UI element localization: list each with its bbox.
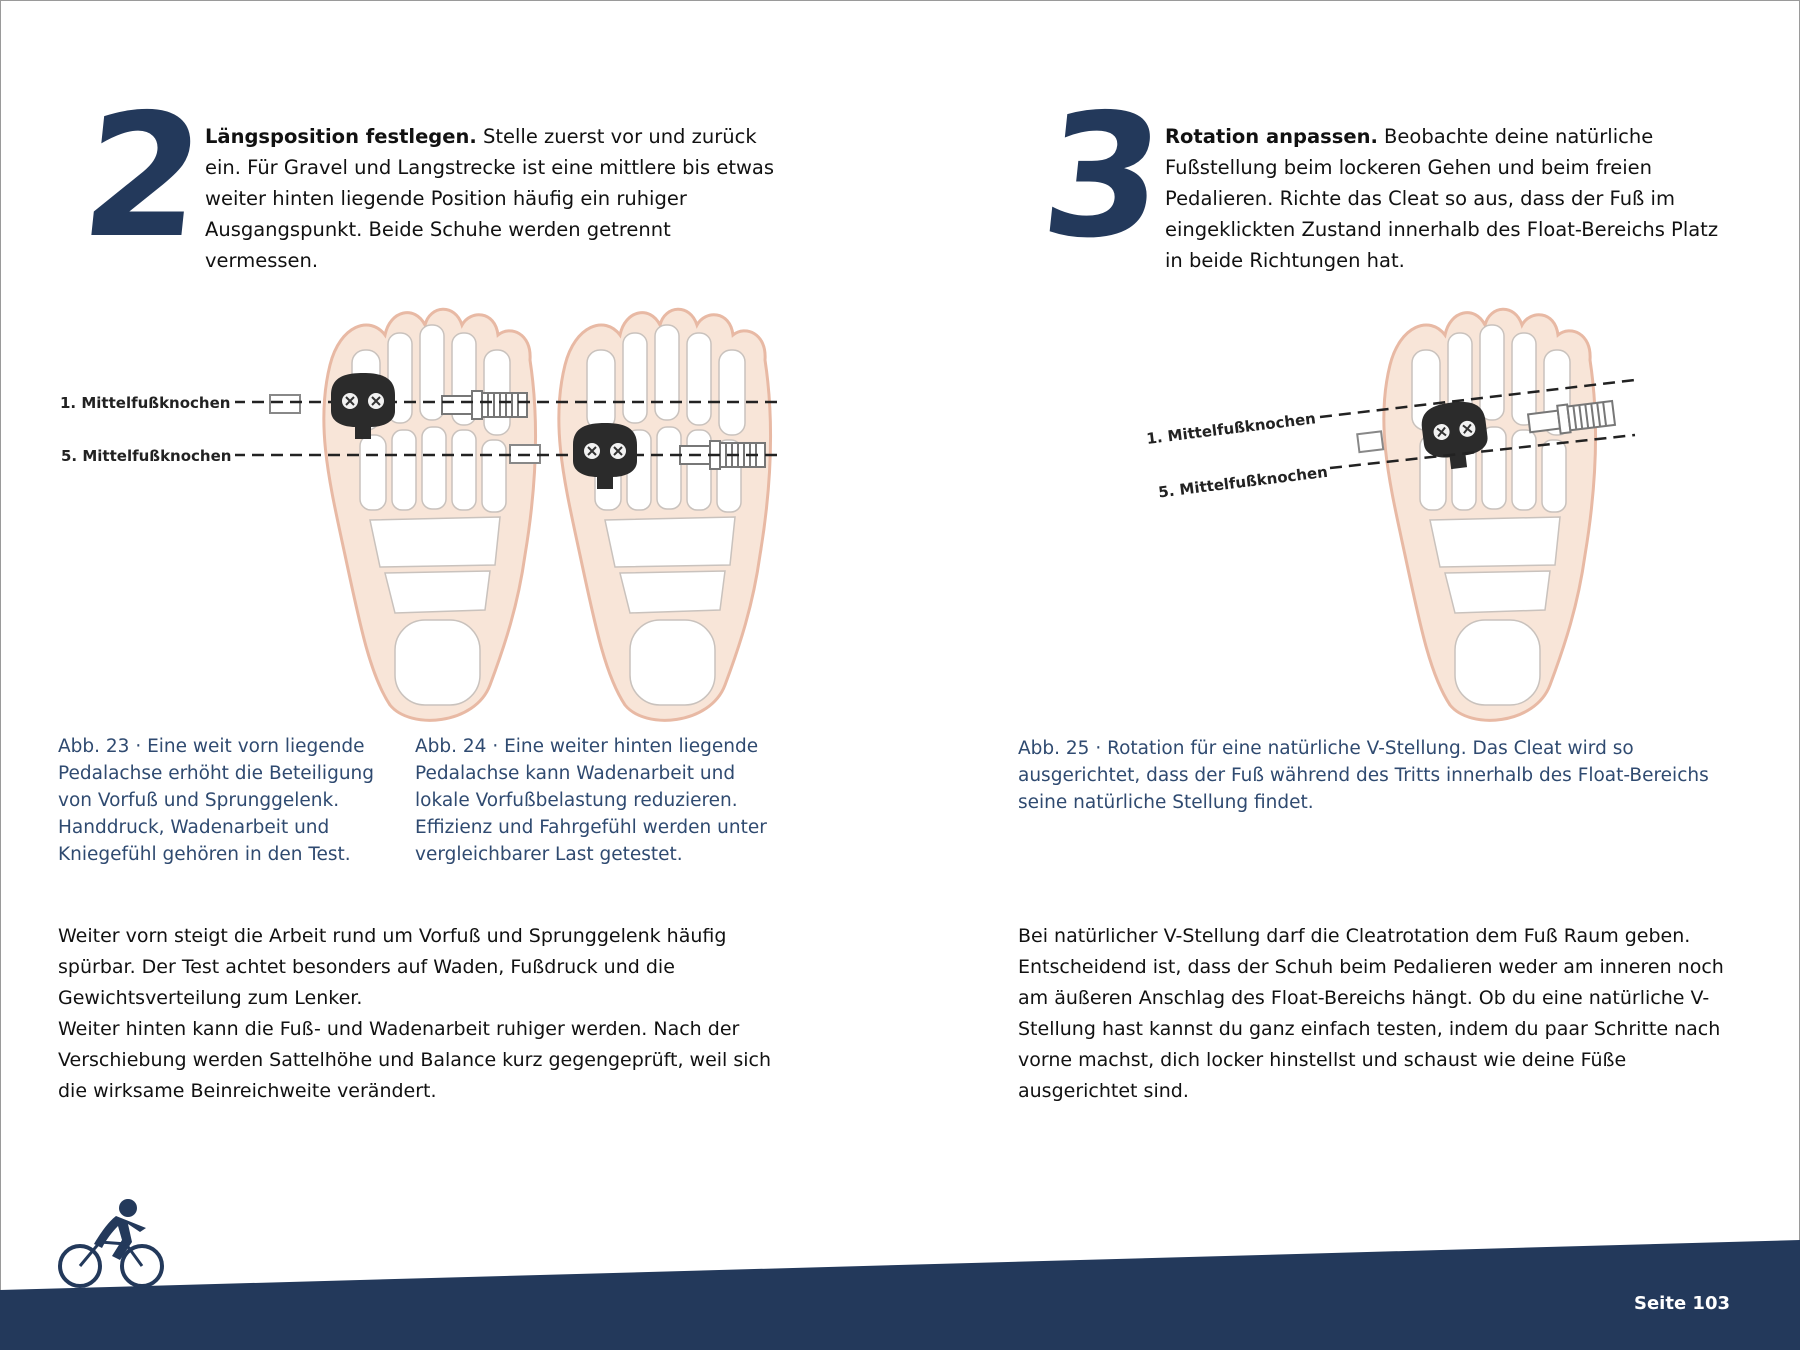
- body-right: [1018, 921, 1748, 1107]
- step-3-description: Beobachte deine natürliche Fußstellung beim lockeren Gehen und beim freien Pedalieren. Richte das Cleat so aus, dass der Fuß im eingeklickten Zustand innerhalb des Float-Bereichs Platz in beide Richtungen hat.: [1165, 125, 1719, 272]
- caption-abb-24: Abb. 24 · Eine weiter hinten liegende Pedalachse kann Wadenarbeit und lokale Vorfußbelastung reduzieren. Effizienz und Fahrgefühl werden unter vergleichbarer Last getestet.: [415, 736, 767, 865]
- foot-skeleton-icon: [559, 309, 771, 720]
- caption-abb-25: Abb. 25 · Rotation für eine natürliche V-Stellung. Das Cleat wird so ausgerichtet, dass der Fuß während des Tritts innerhalb des Float-Bereichs seine natürliche Stellung findet.: [1018, 738, 1709, 813]
- page-number: Seite 103: [1634, 1293, 1730, 1314]
- step-2-title: Längsposition festlegen.: [205, 125, 477, 148]
- body-right-paragraph-1: Bei natürlicher V-Stellung darf die Cleatrotation dem Fuß Raum geben. Entscheidend ist, dass der Schuh beim Pedalieren weder am inneren noch am äußeren Anschlag des Float-Bereichs hängt. Ob du eine natürliche V-Stellung hast kannst du ganz einfach testen, indem du paar Schritte nach vorne machst, dich locker hinstellst und schaust wie deine Füße ausgerichtet sind.: [1018, 925, 1724, 1102]
- label-metatarsal-5-rotated: 5. Mittelfußknochen: [1157, 462, 1329, 502]
- label-metatarsal-1-rotated: 1. Mittelfußknochen: [1145, 409, 1317, 448]
- body-left-paragraph-2: Weiter hinten kann die Fuß- und Wadenarbeit ruhiger werden. Nach der Verschiebung werden Sattelhöhe und Balance kurz gegengeprüft, weil sich die wirksame Beinreichweite verändert.: [58, 1018, 772, 1102]
- figure-longitudinal-position: [50, 295, 790, 725]
- figure-rotation: [1130, 295, 1650, 725]
- pedal-axle-icon: [442, 391, 527, 419]
- footer-band: [0, 1240, 1800, 1350]
- foot-skeleton-icon: [1384, 309, 1596, 720]
- foot-skeleton-icon: [324, 309, 536, 720]
- body-left: [58, 921, 778, 1107]
- label-metatarsal-5: 5. Mittelfußknochen: [61, 447, 232, 465]
- label-metatarsal-1: 1. Mittelfußknochen: [60, 394, 231, 412]
- step-number-3: 3: [1033, 78, 1169, 276]
- step-3-text: [1165, 121, 1735, 276]
- step-2-description: Stelle zuerst vor und zurück ein. Für Gravel und Langstrecke ist eine mittlere bis etwas weiter hinten liegende Position häufig ein ruhiger Ausgangspunkt. Beide Schuhe werden getrennt vermessen.: [205, 125, 775, 272]
- pedal-axle-icon: [1357, 431, 1383, 452]
- caption-abb-23: Abb. 23 · Eine weit vorn liegende Pedalachse erhöht die Beteiligung von Vorfuß und Sprunggelenk. Handdruck, Wadenarbeit und Kniegefühl gehören in den Test.: [58, 736, 375, 865]
- step-2-text: [205, 121, 785, 276]
- step-number-2: 2: [73, 78, 209, 276]
- body-left-paragraph-1: Weiter vorn steigt die Arbeit rund um Vorfuß und Sprunggelenk häufig spürbar. Der Test achtet besonders auf Waden, Fußdruck und die Gewichtsverteilung zum Lenker.: [58, 925, 727, 1009]
- cyclist-logo-icon: [56, 1194, 166, 1292]
- pedal-axle-icon: [270, 395, 300, 413]
- step-3-title: Rotation anpassen.: [1165, 125, 1378, 148]
